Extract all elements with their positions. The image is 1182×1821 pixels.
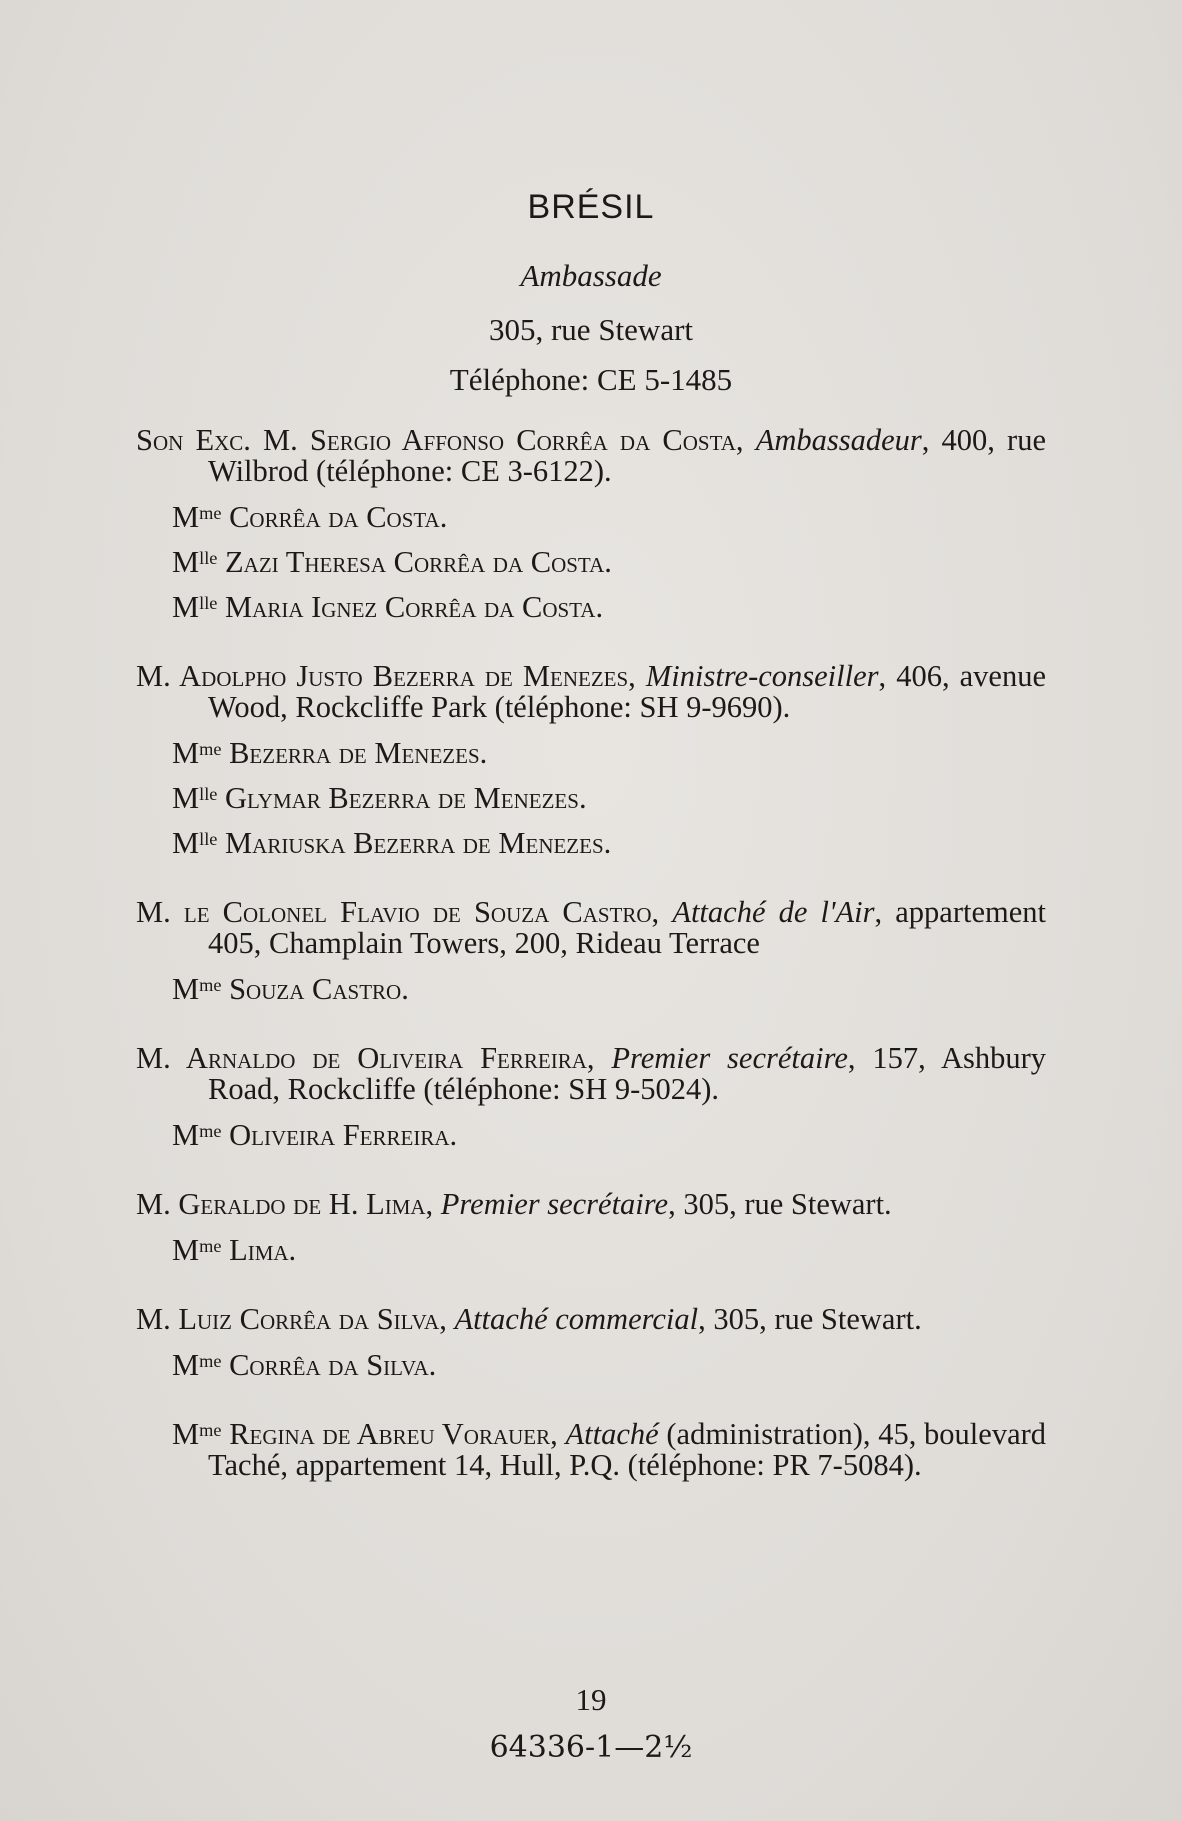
staff-entry-main: Son Exc. M. Sergio Affonso Corrêa da Costa, Ambassadeur, 400, rue Wilbrod (téléphone: CE 3-6122). <box>136 423 1047 488</box>
family-member: $M^{me}$ Oliveira Ferreira. <box>172 1118 458 1152</box>
family-member: $M^{me}$ Bezerra de Menezes. <box>172 736 488 770</box>
staff-entry-main: M. Adolpho Justo Bezerra de Menezes, Ministre-conseiller, 406, avenue Wood, Rockcliffe Park (téléphone: SH 9-9690). <box>136 659 1046 724</box>
staff-list <box>136 425 1046 1519</box>
family-member: $M^{me}$ Corrêa da Costa. <box>172 500 448 534</box>
list-item <box>136 897 1046 1005</box>
embassy-phone: Téléphone: CE 5-1485 <box>449 362 733 397</box>
staff-entry-main: M. Luiz Corrêa da Silva, Attaché commercial, 305, rue Stewart. <box>136 1302 922 1336</box>
list-item <box>136 1189 1046 1266</box>
list-item <box>136 425 1046 623</box>
print-code: 64336-1—2½ <box>489 1730 693 1765</box>
family-member: $M^{lle}$ Glymar Bezerra de Menezes. <box>172 781 587 815</box>
country-heading: BRÉSIL <box>527 188 655 226</box>
family-member: $M^{lle}$ Mariuska Bezerra de Menezes. <box>172 826 612 860</box>
staff-entry-main: M. Arnaldo de Oliveira Ferreira, Premier secrétaire, 157, Ashbury Road, Rockcliffe (téléphone: SH 9-5024). <box>136 1041 1047 1106</box>
family-member: $M^{me}$ Corrêa da Silva. <box>172 1348 437 1382</box>
staff-entry-main: M. le Colonel Flavio de Souza Castro, Attaché de l'Air, appartement 405, Champlain Towers, 200, Rideau Terrace <box>136 895 1047 960</box>
staff-entry-main: $M^{me}$ Regina de Abreu Vorauer, Attaché (administration), 45, boulevard Taché, appartement 14, Hull, P.Q. (téléphone: PR 7-5084). <box>172 1417 1047 1482</box>
embassy-address: 305, rue Stewart <box>488 312 694 347</box>
list-item <box>172 1419 1046 1481</box>
family-member: $M^{me}$ Lima. <box>172 1233 297 1267</box>
family-member: $M^{lle}$ Zazi Theresa Corrêa da Costa. <box>172 545 612 579</box>
list-item <box>136 1043 1046 1151</box>
staff-entry-main: M. Geraldo de H. Lima, Premier secrétaire, 305, rue Stewart. <box>136 1187 892 1221</box>
family-member: $M^{lle}$ Maria Ignez Corrêa da Costa. <box>172 590 604 624</box>
list-item <box>136 1304 1046 1381</box>
page-number: 19 <box>575 1682 607 1717</box>
section-heading: Ambassade <box>520 258 662 293</box>
family-member: $M^{me}$ Souza Castro. <box>172 972 409 1006</box>
list-item <box>136 661 1046 859</box>
